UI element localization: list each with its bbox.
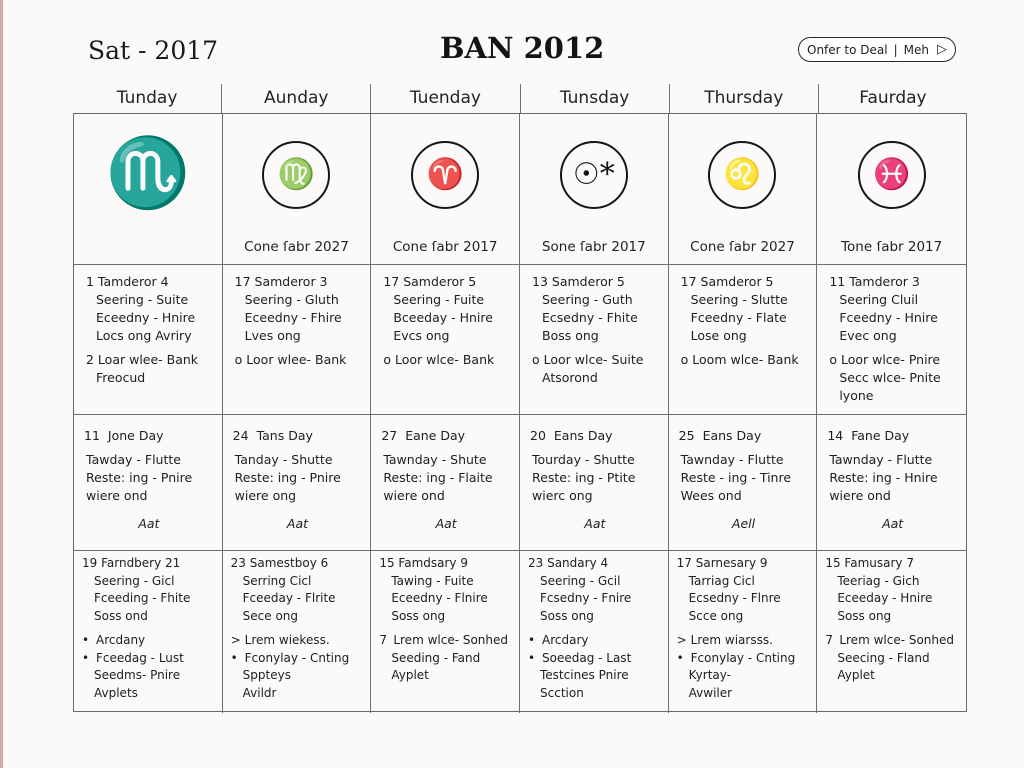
entry-line: Lose ong xyxy=(690,328,747,343)
day-cell[interactable] xyxy=(520,551,669,713)
entry-line: Seering - Guth xyxy=(542,292,633,307)
weekday-label: Tunday xyxy=(116,88,178,108)
year-label: Sat - 2017 xyxy=(88,36,219,65)
bullet-text: Arcdany xyxy=(96,633,146,647)
day-title: Eane Day xyxy=(405,428,466,443)
bullet-icon: • xyxy=(230,650,238,665)
bullet-icon: 7 xyxy=(379,633,387,647)
entry-heading: 15 Famusary 7 xyxy=(825,556,914,570)
entry-line: Seering - Gicl xyxy=(94,573,175,588)
weekday-label: Tunsday xyxy=(520,84,669,114)
symbol-caption: Sone ſabr 2017 xyxy=(541,239,646,255)
weekday-header xyxy=(73,84,967,114)
bullet-icon: 7 xyxy=(825,633,833,647)
entry-line: Soss ong xyxy=(391,608,446,623)
entry-line: Sppteys xyxy=(242,668,291,682)
entry-line: wiere ond xyxy=(829,488,891,503)
day-title: Eans Day xyxy=(553,428,613,443)
entry-footer: Aell xyxy=(731,516,756,531)
pisces-icon: ♓ xyxy=(858,141,926,209)
entry-line: Tanday - Shutte xyxy=(234,452,333,467)
virgo-icon: ♍ xyxy=(262,141,330,209)
day-cell[interactable] xyxy=(74,551,223,713)
entry-footer: Aat xyxy=(286,516,309,531)
entry-line: Soss ong xyxy=(540,608,594,623)
entry-line: Freocud xyxy=(96,370,146,385)
bullet-text: Arcdary xyxy=(542,633,589,647)
day-title: Fane Day xyxy=(851,428,910,443)
bullet-text: Fceedag - Lust xyxy=(96,650,184,665)
entry-line: Lves ong xyxy=(244,328,301,343)
bullet-icon: > xyxy=(230,633,241,647)
entry-footer: Aat xyxy=(882,516,904,531)
bullet-text: Soeedag - Last xyxy=(542,650,632,665)
symbol-caption: Cone ſabr 2027 xyxy=(244,239,349,255)
bullet-icon: • xyxy=(82,633,90,647)
entry-line: Avplets xyxy=(94,685,138,700)
entry-footer: Aat xyxy=(435,516,457,531)
nav-next-label: Meh xyxy=(903,42,929,57)
weekday-label: Aunday xyxy=(221,84,370,114)
entry-line: Secc wlce- Pnite xyxy=(839,370,941,385)
entry-line: Tourday - Shutte xyxy=(532,452,635,467)
next-period-button[interactable] xyxy=(798,37,956,62)
entry-line: Testcines Pnire xyxy=(540,668,629,682)
sun-star-icon: ☉* xyxy=(560,141,628,209)
entry-line: Seering - Gluth xyxy=(244,292,339,307)
entry-line: o Loor wlce- Suite xyxy=(532,352,644,367)
entry-line: Ayplet xyxy=(391,668,429,682)
day-cell[interactable] xyxy=(817,265,966,415)
entry-line: Teeriag - Gich xyxy=(837,573,920,588)
entry-line: Reste: ing - Ptite xyxy=(532,470,636,485)
entry-line: Eceeday - Hnire xyxy=(837,591,933,605)
day-number: 11 xyxy=(84,428,100,443)
entry-line: o Loor wlce- Bank xyxy=(383,352,495,367)
entry-line: Tawing - Fuite xyxy=(391,573,474,588)
day-cell[interactable] xyxy=(223,415,372,551)
entry-line: Tarriag Cicl xyxy=(688,573,755,588)
day-cell[interactable] xyxy=(223,551,372,713)
symbol-cell[interactable] xyxy=(817,114,966,265)
entry-line: Kyrtay- xyxy=(688,668,731,682)
day-cell[interactable] xyxy=(669,551,818,713)
entry-line: Scce ong xyxy=(688,608,744,623)
entry-line: wiere ond xyxy=(86,488,148,503)
symbol-caption: Cone ſabr 2027 xyxy=(690,239,795,255)
bullet-text: Fconylay - Cnting xyxy=(690,650,796,665)
entry-line: wiere ong xyxy=(234,488,297,503)
entry-line: Seering - Gcil xyxy=(540,573,621,588)
entry-line: Avwiler xyxy=(688,685,733,700)
entry-line: wiere ond xyxy=(383,488,445,503)
entry-heading: 17 Samderor 5 xyxy=(680,274,774,289)
entry-heading: 13 Samderor 5 xyxy=(532,274,625,289)
entry-line: Soss ond xyxy=(94,608,148,623)
entry-line: Sece ong xyxy=(242,608,299,623)
symbol-cell[interactable] xyxy=(520,114,669,265)
entry-line: Seecing - Fland xyxy=(837,650,930,665)
entry-line: Evec ong xyxy=(839,328,897,343)
entry-line: Tawnday - Flutte xyxy=(829,452,933,467)
entry-line: Reste - ing - Tinre xyxy=(680,470,792,485)
bullet-text: Lrem wlce- Sonhed xyxy=(393,633,509,647)
day-cell[interactable] xyxy=(520,415,669,551)
entry-line: o Loor wlee- Bank xyxy=(234,352,347,367)
aries-icon: ♈ xyxy=(411,141,479,209)
bullet-icon: • xyxy=(528,650,536,665)
bullet-text: Lrem wiarsss. xyxy=(690,633,773,647)
entry-line: Ayplet xyxy=(837,668,875,682)
weekday-label: Faurday xyxy=(818,84,967,114)
entry-line: Seering Cluil xyxy=(839,292,919,307)
calendar-title: BAN 2012 xyxy=(440,31,605,65)
day-number: 14 xyxy=(827,428,844,443)
entry-line: Seering - Slutte xyxy=(690,292,788,307)
day-cell[interactable] xyxy=(74,265,223,415)
leo-icon: ♌ xyxy=(708,141,776,209)
bullet-text: Lrem wlce- Sonhed xyxy=(839,633,955,647)
entry-line: Serring Cicl xyxy=(242,573,312,588)
weekday-label: Thursday xyxy=(669,84,818,114)
nav-label: Onfer to Deal xyxy=(807,42,888,57)
symbol-caption: Cone ſabr 2017 xyxy=(392,239,498,255)
bullet-icon: > xyxy=(676,633,687,647)
entry-heading: 17 Samderor 5 xyxy=(383,274,477,289)
entry-line: Tawnday - Shute xyxy=(383,452,487,467)
weekday-label: Tuenday xyxy=(370,84,519,114)
entry-line: Evcs ong xyxy=(393,328,450,343)
day-title: Jone Day xyxy=(107,428,164,443)
entry-line: o Loor wlce- Pnire xyxy=(829,352,941,367)
entry-line: Reste: ing - Flaite xyxy=(383,470,493,485)
day-cell[interactable] xyxy=(371,415,520,551)
entry-line: Bceeday - Hnire xyxy=(393,310,493,325)
entry-heading: 23 Sandary 4 xyxy=(528,556,609,570)
entry-line: o Loom wlce- Bank xyxy=(680,352,799,367)
entry-line: Tawday - Flutte xyxy=(86,452,181,467)
entry-heading: 15 Famdsary 9 xyxy=(379,556,468,570)
entry-line: Fceeday - Flrite xyxy=(242,591,336,605)
entry-line: Fceeding - Fhite xyxy=(94,591,191,605)
entry-line: Eceedny - Fhire xyxy=(244,310,342,325)
bullet-icon: • xyxy=(528,633,536,647)
entry-line: lyone xyxy=(839,388,874,403)
day-number: 25 xyxy=(678,428,695,443)
entry-line: Reste: ing - Pnire xyxy=(234,470,341,485)
day-cell[interactable] xyxy=(371,265,520,415)
entry-line: Eceedny - Flnire xyxy=(391,591,488,605)
day-cell[interactable] xyxy=(817,415,966,551)
entry-line: Locs ong Avriry xyxy=(96,328,192,343)
entry-line: Eceedny - Hnire xyxy=(96,310,196,325)
day-number: 27 xyxy=(381,428,398,443)
bullet-icon: • xyxy=(82,650,90,665)
entry-line: Seeding - Fand xyxy=(391,650,481,665)
entry-line: Wees ond xyxy=(680,488,742,503)
entry-line: Seedms- Pnire xyxy=(94,668,181,682)
day-cell[interactable] xyxy=(74,415,223,551)
symbol-caption: Tone ſabr 2017 xyxy=(841,239,943,255)
entry-line: Ecsedny - Flnre xyxy=(688,591,781,605)
nav-separator: | xyxy=(893,42,898,57)
entry-footer: Aat xyxy=(584,516,606,531)
calendar-grid xyxy=(73,113,967,712)
day-title: Eans Day xyxy=(702,428,762,443)
entry-heading: 17 Sarnesary 9 xyxy=(676,556,768,570)
entry-line: Fceedny - Hnire xyxy=(839,310,938,325)
entry-line: Tawnday - Flutte xyxy=(680,452,784,467)
day-cell[interactable] xyxy=(371,551,520,713)
entry-heading: 23 Samestboy 6 xyxy=(230,556,329,570)
symbol-cell[interactable] xyxy=(371,114,520,265)
day-number: 20 xyxy=(530,428,546,443)
entry-heading: 19 Farndbery 21 xyxy=(82,556,181,570)
bullet-text: Fconylay - Cnting xyxy=(244,650,350,665)
entry-line: Reste: ing - Pnire xyxy=(86,470,193,485)
entry-line: Seering - Fuite xyxy=(393,292,485,307)
chevron-right-icon: ▷ xyxy=(937,42,947,57)
entry-line: Soss ong xyxy=(837,608,892,623)
symbol-cell[interactable] xyxy=(74,114,223,265)
day-cell[interactable] xyxy=(223,265,372,415)
symbol-cell[interactable] xyxy=(223,114,372,265)
entry-line: wierc ong xyxy=(532,488,593,503)
entry-line: Ecsedny - Fhite xyxy=(542,310,638,325)
entry-line: Fceedny - Flate xyxy=(690,310,787,325)
scorpio-icon: ♏ xyxy=(105,134,191,213)
bullet-text: Lrem wiekess. xyxy=(244,633,330,647)
bullet-icon: • xyxy=(676,650,684,665)
entry-heading: 1 Tamderor 4 xyxy=(86,274,169,289)
day-cell[interactable] xyxy=(669,415,818,551)
day-cell[interactable] xyxy=(669,265,818,415)
entry-heading: 17 Samderor 3 xyxy=(234,274,328,289)
entry-line: 2 Loar wlee- Bank xyxy=(86,352,199,367)
entry-line: Seering - Suite xyxy=(96,292,189,307)
day-number: 24 xyxy=(232,428,249,443)
day-cell[interactable] xyxy=(817,551,966,713)
entry-line: Atsorond xyxy=(542,370,598,385)
entry-line: Boss ong xyxy=(542,328,599,343)
symbol-cell[interactable] xyxy=(669,114,818,265)
day-title: Tans Day xyxy=(256,428,313,443)
entry-line: Reste: ing - Hnire xyxy=(829,470,938,485)
entry-line: Scction xyxy=(540,685,584,700)
day-cell[interactable] xyxy=(520,265,669,415)
entry-line: Avildr xyxy=(242,685,277,700)
entry-footer: Aat xyxy=(138,516,160,531)
entry-line: Fcsedny - Fnire xyxy=(540,591,632,605)
entry-heading: 11 Tamderor 3 xyxy=(829,274,920,289)
